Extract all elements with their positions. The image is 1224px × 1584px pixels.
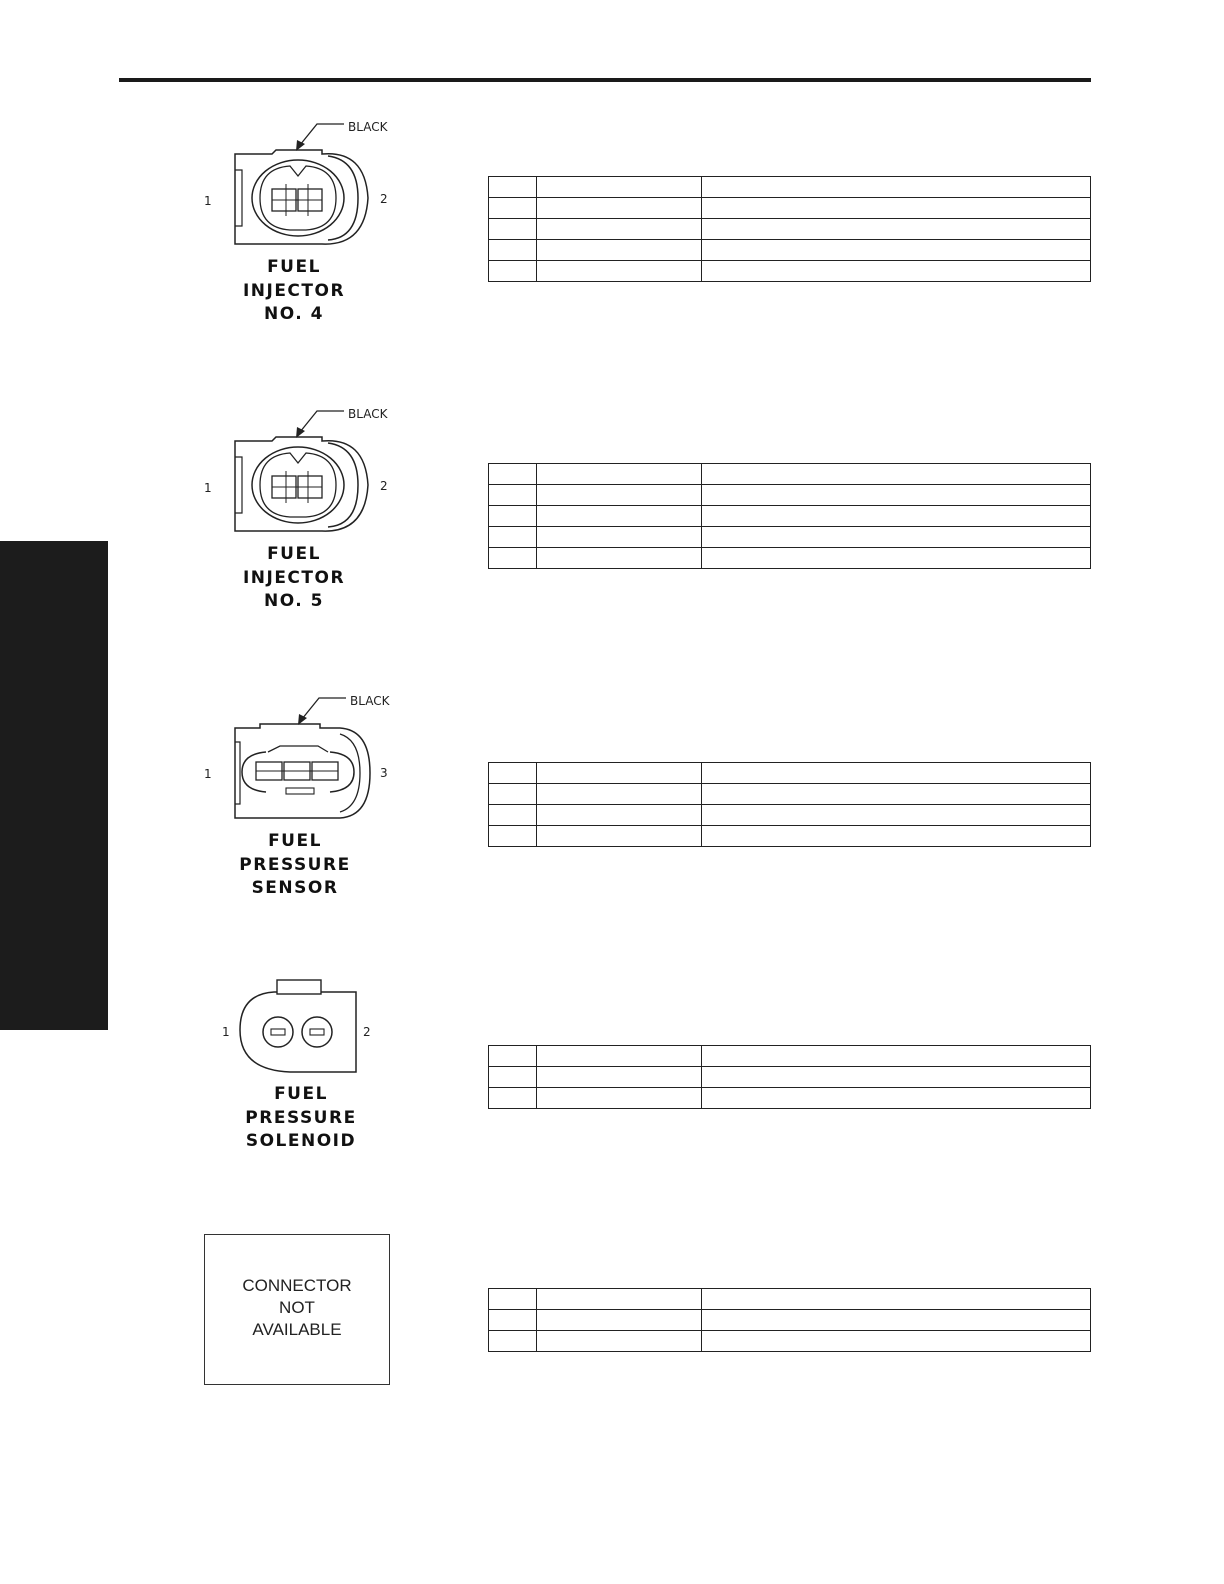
table-cell (537, 219, 702, 240)
table-cell (489, 784, 537, 805)
table-row (489, 464, 1091, 485)
table-cell (489, 1310, 537, 1331)
header-rule (119, 78, 1091, 82)
table-cell (537, 1067, 702, 1088)
table-cell (489, 261, 537, 282)
color-label: BLACK (348, 407, 388, 421)
caption-line: INJECTOR (242, 280, 346, 301)
table-row (489, 784, 1091, 805)
table-row (489, 506, 1091, 527)
pin-label-right: 2 (380, 479, 388, 493)
table-row (489, 826, 1091, 847)
pin-label-left: 1 (204, 767, 212, 781)
table-row (489, 1088, 1091, 1109)
table-cell (489, 219, 537, 240)
table-cell (537, 763, 702, 784)
caption-line: INJECTOR (242, 567, 346, 588)
table-cell (702, 219, 1091, 240)
table-cell (489, 177, 537, 198)
table-cell (489, 763, 537, 784)
table-cell (702, 826, 1091, 847)
table-cell (702, 261, 1091, 282)
table-cell (702, 763, 1091, 784)
table-cell (489, 240, 537, 261)
connector-placeholder (204, 1234, 390, 1385)
sensor-connector-icon (190, 684, 410, 829)
table-cell (702, 506, 1091, 527)
pin-label-right: 2 (380, 192, 388, 206)
table-cell (702, 527, 1091, 548)
table-cell (489, 527, 537, 548)
table-cell (702, 784, 1091, 805)
table-cell (489, 1067, 537, 1088)
caption-line: FUEL (267, 544, 321, 564)
table-cell (489, 1046, 537, 1067)
table-row (489, 240, 1091, 261)
section-tab (0, 541, 108, 1030)
table-cell (489, 464, 537, 485)
color-label: BLACK (350, 694, 390, 708)
table-cell (489, 548, 537, 569)
table-cell (489, 1289, 537, 1310)
table-cell (702, 805, 1091, 826)
pinout-table (488, 1288, 1091, 1352)
table-row (489, 1289, 1091, 1310)
caption-line: PRESSURE (239, 854, 351, 875)
caption-line: FUEL (268, 831, 322, 851)
pin-label-right: 3 (380, 766, 388, 780)
caption-line: NO. 5 (263, 591, 324, 611)
table-cell (489, 485, 537, 506)
color-label: BLACK (348, 120, 388, 134)
table-cell (537, 784, 702, 805)
pinout-table (488, 1045, 1091, 1109)
table-cell (702, 1046, 1091, 1067)
table-cell (702, 548, 1091, 569)
table-row (489, 1310, 1091, 1331)
caption-line: NOT (279, 1298, 315, 1317)
table-cell (537, 1289, 702, 1310)
pin-label-left: 1 (204, 481, 212, 495)
table-cell (537, 261, 702, 282)
connector-name (226, 1083, 376, 1154)
table-row (489, 1067, 1091, 1088)
table-cell (702, 464, 1091, 485)
table-cell (702, 1310, 1091, 1331)
pin-label-left: 1 (222, 1025, 230, 1039)
table-cell (489, 506, 537, 527)
injector-connector-icon (190, 110, 410, 255)
injector-connector-icon (190, 397, 410, 542)
connector-name (224, 256, 364, 327)
table-row (489, 261, 1091, 282)
table-row (489, 1046, 1091, 1067)
caption-line: FUEL (274, 1084, 328, 1104)
caption-line: FUEL (267, 257, 321, 277)
table-cell (489, 198, 537, 219)
table-cell (537, 1331, 702, 1352)
pin-label-right: 2 (363, 1025, 371, 1039)
connector-name (224, 543, 364, 614)
connector-name (220, 830, 370, 901)
table-cell (702, 198, 1091, 219)
table-cell (537, 506, 702, 527)
table-row (489, 763, 1091, 784)
table-cell (702, 1331, 1091, 1352)
table-cell (537, 527, 702, 548)
table-row (489, 548, 1091, 569)
caption-line: CONNECTOR (242, 1276, 352, 1295)
table-row (489, 1331, 1091, 1352)
table-cell (702, 1067, 1091, 1088)
pin-label-left: 1 (204, 194, 212, 208)
table-cell (537, 1088, 702, 1109)
pinout-table (488, 463, 1091, 569)
table-cell (537, 485, 702, 506)
table-row (489, 527, 1091, 548)
table-cell (702, 485, 1091, 506)
table-cell (489, 826, 537, 847)
table-cell (537, 1046, 702, 1067)
table-row (489, 198, 1091, 219)
table-cell (537, 464, 702, 485)
caption-line: SOLENOID (245, 1131, 357, 1151)
table-cell (537, 826, 702, 847)
pinout-table (488, 762, 1091, 847)
table-cell (489, 805, 537, 826)
table-row (489, 485, 1091, 506)
table-row (489, 805, 1091, 826)
caption-line: SENSOR (251, 878, 339, 898)
table-cell (537, 198, 702, 219)
table-cell (537, 548, 702, 569)
solenoid-connector-icon (190, 970, 410, 1080)
table-cell (702, 177, 1091, 198)
table-cell (702, 1289, 1091, 1310)
table-cell (489, 1331, 537, 1352)
table-cell (489, 1088, 537, 1109)
table-cell (537, 1310, 702, 1331)
caption-line: NO. 4 (263, 304, 324, 324)
table-cell (702, 1088, 1091, 1109)
table-cell (537, 240, 702, 261)
table-cell (537, 177, 702, 198)
table-row (489, 219, 1091, 240)
table-cell (702, 240, 1091, 261)
table-row (489, 177, 1091, 198)
table-cell (537, 805, 702, 826)
pinout-table (488, 176, 1091, 282)
caption-line: PRESSURE (245, 1107, 357, 1128)
caption-line: AVAILABLE (252, 1320, 342, 1339)
